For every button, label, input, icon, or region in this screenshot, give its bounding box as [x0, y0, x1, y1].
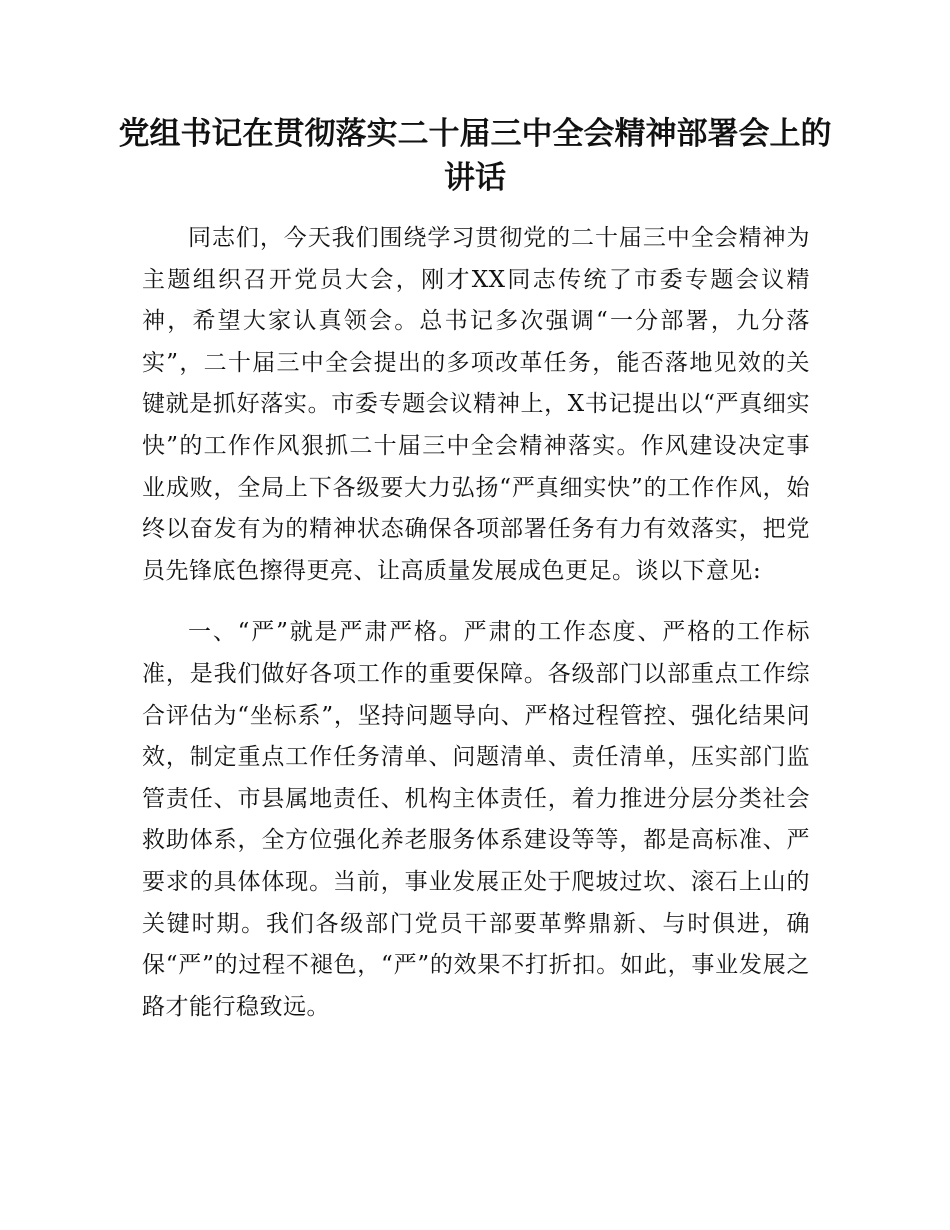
document-title: 党组书记在贯彻落实二十届三中全会精神部署会上的讲话 [118, 116, 832, 196]
document-body [142, 218, 810, 1048]
paragraph-intro: 同志们，今天我们围绕学习贯彻党的二十届三中全会精神为主题组织召开党员大会，刚才XX同志传统了市委专题会议精神，希望大家认真领会。总书记多次强调“一分部署，九分落实”，二十届三中全会提出的多项改革任务，能否落地见效的关键就是抓好落实。市委专题会议精神上，X书记提出以“严真细实快”的工作作风狠抓二十届三中全会精神落实。作风建设决定事业成败，全局上下各级要大力弘扬“严真细实快”的工作作风，始终以奋发有为的精神状态确保各项部署任务有力有效落实，把党员先锋底色擦得更亮、让高质量发展成色更足。谈以下意见: [142, 225, 810, 584]
paragraph-section-one: 一、“严”就是严肃严格。严肃的工作态度、严格的工作标准，是我们做好各项工作的重要保障。各级部门以部重点工作综合评估为“坐标系”，坚持问题导向、严格过程管控、强化结果问效，制定重点工作任务清单、问题清单、责任清单，压实部门监管责任、市县属地责任、机构主体责任，着力推进分层分类社会救助体系，全方位强化养老服务体系建设等等，都是高标准、严要求的具体体现。当前，事业发展正处于爬坡过坎、滚石上山的关键时期。我们各级部门党员干部要革弊鼎新、与时俱进，确保“严”的过程不褪色，“严”的效果不打折扣。如此，事业发展之路才能行稳致远。 [142, 619, 810, 1020]
